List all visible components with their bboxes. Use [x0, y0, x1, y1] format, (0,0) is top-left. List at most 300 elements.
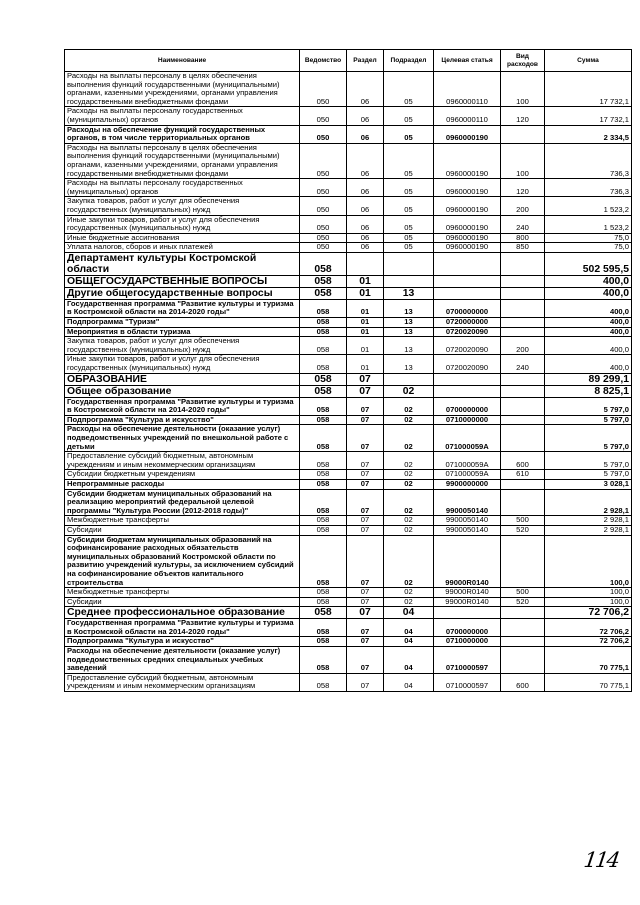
- row-razdel: 01: [347, 337, 384, 355]
- row-razdel: 07: [347, 479, 384, 489]
- row-podrazdel: 02: [384, 489, 434, 516]
- row-sum: 72 706,2: [545, 637, 632, 647]
- row-name: Мероприятия в области туризма: [65, 327, 300, 337]
- row-vid: [501, 252, 545, 275]
- table-row: [65, 327, 632, 337]
- row-razdel: 07: [347, 535, 384, 588]
- row-podrazdel: 05: [384, 143, 434, 178]
- row-name: Предоставление субсидий бюджетным, автономным учреждениям и иным некоммерческим организациям: [65, 452, 300, 470]
- row-vedomstvo: 058: [300, 607, 347, 619]
- row-razdel: 07: [347, 489, 384, 516]
- row-sum: 75,0: [545, 243, 632, 253]
- row-sum: 2 928,1: [545, 489, 632, 516]
- table-row: [65, 597, 632, 607]
- row-podrazdel: 13: [384, 299, 434, 317]
- row-vedomstvo: 058: [300, 337, 347, 355]
- page-number: 114: [582, 848, 620, 872]
- row-podrazdel: 13: [384, 327, 434, 337]
- row-razdel: 06: [347, 179, 384, 197]
- row-name: Департамент культуры Костромской области: [65, 252, 300, 275]
- header-name: Наименование: [65, 50, 300, 72]
- row-vedomstvo: 050: [300, 107, 347, 125]
- row-sum: 736,3: [545, 179, 632, 197]
- row-vid: [501, 318, 545, 328]
- row-razdel: 07: [347, 452, 384, 470]
- row-name: Государственная программа "Развитие культуры и туризма в Костромской области на 2014-2020 годы": [65, 619, 300, 637]
- row-target: 0710000597: [434, 647, 501, 674]
- row-razdel: 06: [347, 72, 384, 107]
- header-sum: Сумма: [545, 50, 632, 72]
- row-podrazdel: 04: [384, 673, 434, 691]
- row-razdel: 07: [347, 637, 384, 647]
- row-name: Субсидии: [65, 597, 300, 607]
- row-target: 071000059А: [434, 425, 501, 452]
- row-name: Среднее профессиональное образование: [65, 607, 300, 619]
- row-vid: 200: [501, 337, 545, 355]
- row-name: Расходы на обеспечение деятельности (оказание услуг) подведомственных учреждений по внешкольной работе с детьми: [65, 425, 300, 452]
- row-razdel: 01: [347, 287, 384, 299]
- row-vedomstvo: 058: [300, 397, 347, 415]
- row-vedomstvo: 058: [300, 597, 347, 607]
- row-podrazdel: 02: [384, 597, 434, 607]
- header-razdel: Раздел: [347, 50, 384, 72]
- row-podrazdel: 05: [384, 215, 434, 233]
- row-razdel: 07: [347, 607, 384, 619]
- row-vedomstvo: 058: [300, 299, 347, 317]
- row-target: 9900000000: [434, 479, 501, 489]
- row-podrazdel: 05: [384, 107, 434, 125]
- table-row: [65, 215, 632, 233]
- row-razdel: 07: [347, 385, 384, 397]
- row-vid: [501, 125, 545, 143]
- row-vid: [501, 607, 545, 619]
- row-name: Государственная программа "Развитие культуры и туризма в Костромской области на 2014-2020 годы": [65, 299, 300, 317]
- row-name: Подпрограмма "Культура и искусство": [65, 415, 300, 425]
- row-target: 0960000110: [434, 107, 501, 125]
- row-vid: 500: [501, 516, 545, 526]
- row-sum: 5 797,0: [545, 470, 632, 480]
- row-target: 0720020090: [434, 327, 501, 337]
- row-razdel: 06: [347, 233, 384, 243]
- row-vedomstvo: 058: [300, 479, 347, 489]
- row-podrazdel: 02: [384, 479, 434, 489]
- row-sum: 70 775,1: [545, 673, 632, 691]
- table-row: [65, 243, 632, 253]
- row-vid: 600: [501, 673, 545, 691]
- row-podrazdel: 05: [384, 233, 434, 243]
- row-target: 9900050140: [434, 525, 501, 535]
- row-vedomstvo: 058: [300, 647, 347, 674]
- row-sum: 100,0: [545, 588, 632, 598]
- row-vedomstvo: 058: [300, 275, 347, 287]
- table-row: [65, 397, 632, 415]
- row-vid: 610: [501, 470, 545, 480]
- row-vedomstvo: 058: [300, 588, 347, 598]
- row-name: Межбюджетные трансферты: [65, 588, 300, 598]
- header-podrazdel: Подраздел: [384, 50, 434, 72]
- table-row: [65, 125, 632, 143]
- row-vedomstvo: 050: [300, 125, 347, 143]
- row-vid: 120: [501, 107, 545, 125]
- row-target: 0960000190: [434, 233, 501, 243]
- row-podrazdel: 02: [384, 470, 434, 480]
- row-name: Расходы на обеспечение функций государственных органов, в том числе территориальных органов: [65, 125, 300, 143]
- row-podrazdel: 13: [384, 355, 434, 373]
- row-vedomstvo: 050: [300, 215, 347, 233]
- row-sum: 400,0: [545, 299, 632, 317]
- row-vid: 500: [501, 588, 545, 598]
- table-row: [65, 647, 632, 674]
- row-razdel: 07: [347, 588, 384, 598]
- row-razdel: 07: [347, 673, 384, 691]
- row-podrazdel: 02: [384, 452, 434, 470]
- row-razdel: 07: [347, 619, 384, 637]
- row-razdel: 07: [347, 397, 384, 415]
- budget-table-page: [64, 49, 631, 692]
- row-vedomstvo: 058: [300, 287, 347, 299]
- row-name: Подпрограмма "Туризм": [65, 318, 300, 328]
- row-vid: 240: [501, 215, 545, 233]
- row-target: 0710000000: [434, 415, 501, 425]
- row-vedomstvo: 050: [300, 233, 347, 243]
- row-target: [434, 385, 501, 397]
- row-podrazdel: 02: [384, 425, 434, 452]
- row-sum: 1 523,2: [545, 197, 632, 215]
- row-razdel: 01: [347, 299, 384, 317]
- table-row: [65, 516, 632, 526]
- row-name: Другие общегосударственные вопросы: [65, 287, 300, 299]
- row-sum: 400,0: [545, 327, 632, 337]
- row-vedomstvo: 058: [300, 516, 347, 526]
- row-target: 0960000190: [434, 243, 501, 253]
- row-vid: [501, 647, 545, 674]
- row-razdel: 06: [347, 197, 384, 215]
- row-podrazdel: 04: [384, 619, 434, 637]
- table-row: [65, 588, 632, 598]
- row-sum: 100,0: [545, 535, 632, 588]
- row-podrazdel: 05: [384, 125, 434, 143]
- row-vedomstvo: 058: [300, 415, 347, 425]
- row-vid: 200: [501, 197, 545, 215]
- table-row: [65, 452, 632, 470]
- row-vedomstvo: 058: [300, 637, 347, 647]
- row-target: 0720020090: [434, 355, 501, 373]
- table-body: [65, 72, 632, 692]
- row-sum: 400,0: [545, 287, 632, 299]
- row-vid: [501, 415, 545, 425]
- row-sum: 502 595,5: [545, 252, 632, 275]
- table-row: [65, 318, 632, 328]
- table-row: [65, 287, 632, 299]
- row-name: Закупка товаров, работ и услуг для обеспечения государственных (муниципальных) нужд: [65, 197, 300, 215]
- row-vedomstvo: 050: [300, 72, 347, 107]
- row-name: Межбюджетные трансферты: [65, 516, 300, 526]
- row-podrazdel: [384, 373, 434, 385]
- row-vedomstvo: 058: [300, 525, 347, 535]
- row-vid: 850: [501, 243, 545, 253]
- row-name: Иные закупки товаров, работ и услуг для обеспечения государственных (муниципальных) нужд: [65, 215, 300, 233]
- row-podrazdel: 02: [384, 397, 434, 415]
- header-target: Целевая статья: [434, 50, 501, 72]
- row-target: 0720020090: [434, 337, 501, 355]
- row-vid: 100: [501, 72, 545, 107]
- row-razdel: 07: [347, 373, 384, 385]
- table-row: [65, 607, 632, 619]
- table-row: [65, 525, 632, 535]
- row-podrazdel: 02: [384, 516, 434, 526]
- row-vid: 520: [501, 525, 545, 535]
- budget-table: [64, 49, 632, 692]
- row-vedomstvo: 058: [300, 355, 347, 373]
- row-podrazdel: 05: [384, 72, 434, 107]
- row-vedomstvo: 058: [300, 673, 347, 691]
- row-podrazdel: 04: [384, 647, 434, 674]
- row-vedomstvo: 058: [300, 535, 347, 588]
- row-podrazdel: 13: [384, 337, 434, 355]
- table-row: [65, 470, 632, 480]
- table-header-row: [65, 50, 632, 72]
- row-vid: 600: [501, 452, 545, 470]
- row-vedomstvo: 058: [300, 327, 347, 337]
- row-vedomstvo: 058: [300, 425, 347, 452]
- row-name: Иные закупки товаров, работ и услуг для обеспечения государственных (муниципальных) нужд: [65, 355, 300, 373]
- row-vid: [501, 425, 545, 452]
- table-row: [65, 373, 632, 385]
- row-sum: 5 797,0: [545, 425, 632, 452]
- row-sum: 400,0: [545, 337, 632, 355]
- row-razdel: [347, 252, 384, 275]
- row-name: ОБЩЕГОСУДАРСТВЕННЫЕ ВОПРОСЫ: [65, 275, 300, 287]
- row-name: Расходы на выплаты персоналу государственных (муниципальных) органов: [65, 179, 300, 197]
- row-target: 0710000000: [434, 637, 501, 647]
- table-row: [65, 385, 632, 397]
- header-vedomstvo: Ведомство: [300, 50, 347, 72]
- row-razdel: 01: [347, 318, 384, 328]
- row-vid: 520: [501, 597, 545, 607]
- row-vid: [501, 385, 545, 397]
- row-vid: [501, 637, 545, 647]
- row-name: Субсидии бюджетным учреждениям: [65, 470, 300, 480]
- row-target: 0960000190: [434, 143, 501, 178]
- row-podrazdel: 13: [384, 287, 434, 299]
- row-target: [434, 287, 501, 299]
- row-razdel: 06: [347, 125, 384, 143]
- row-name: Субсидии бюджетам муниципальных образований на реализацию мероприятий федеральной целевой программы "Культура России (2012-2018 годы)": [65, 489, 300, 516]
- row-sum: 2 334,5: [545, 125, 632, 143]
- table-row: [65, 107, 632, 125]
- row-vid: [501, 287, 545, 299]
- row-podrazdel: 13: [384, 318, 434, 328]
- row-target: 99000R0140: [434, 597, 501, 607]
- row-vedomstvo: 058: [300, 252, 347, 275]
- row-target: 99000R0140: [434, 535, 501, 588]
- row-vedomstvo: 058: [300, 489, 347, 516]
- row-sum: 17 732,1: [545, 72, 632, 107]
- row-razdel: 01: [347, 355, 384, 373]
- table-row: [65, 673, 632, 691]
- row-podrazdel: 02: [384, 385, 434, 397]
- table-row: [65, 415, 632, 425]
- table-row: [65, 299, 632, 317]
- table-row: [65, 535, 632, 588]
- table-row: [65, 489, 632, 516]
- table-row: [65, 143, 632, 178]
- row-sum: 400,0: [545, 318, 632, 328]
- row-vid: 100: [501, 143, 545, 178]
- row-target: [434, 607, 501, 619]
- row-razdel: 07: [347, 470, 384, 480]
- row-razdel: 06: [347, 143, 384, 178]
- row-podrazdel: 04: [384, 637, 434, 647]
- row-target: 0960000190: [434, 179, 501, 197]
- row-vid: [501, 619, 545, 637]
- row-target: 0960000190: [434, 197, 501, 215]
- row-razdel: 07: [347, 597, 384, 607]
- row-vid: [501, 373, 545, 385]
- row-sum: 5 797,0: [545, 415, 632, 425]
- row-name: Субсидии: [65, 525, 300, 535]
- row-vedomstvo: 058: [300, 318, 347, 328]
- row-sum: 75,0: [545, 233, 632, 243]
- row-target: 071000059А: [434, 452, 501, 470]
- row-sum: 5 797,0: [545, 397, 632, 415]
- table-row: [65, 233, 632, 243]
- table-row: [65, 479, 632, 489]
- row-sum: 8 825,1: [545, 385, 632, 397]
- table-row: [65, 337, 632, 355]
- row-name: Закупка товаров, работ и услуг для обеспечения государственных (муниципальных) нужд: [65, 337, 300, 355]
- row-sum: 400,0: [545, 275, 632, 287]
- row-target: 0960000190: [434, 125, 501, 143]
- row-vid: [501, 489, 545, 516]
- row-vid: 800: [501, 233, 545, 243]
- table-row: [65, 637, 632, 647]
- row-name: Подпрограмма "Культура и искусство": [65, 637, 300, 647]
- row-sum: 72 706,2: [545, 619, 632, 637]
- row-podrazdel: 05: [384, 179, 434, 197]
- row-podrazdel: [384, 252, 434, 275]
- row-vid: [501, 275, 545, 287]
- row-razdel: 07: [347, 425, 384, 452]
- row-razdel: 06: [347, 107, 384, 125]
- row-vid: [501, 299, 545, 317]
- row-vedomstvo: 050: [300, 243, 347, 253]
- row-target: 0720000000: [434, 318, 501, 328]
- row-sum: 400,0: [545, 355, 632, 373]
- row-razdel: 07: [347, 516, 384, 526]
- table-row: [65, 355, 632, 373]
- row-sum: 736,3: [545, 143, 632, 178]
- row-vedomstvo: 050: [300, 179, 347, 197]
- row-sum: 5 797,0: [545, 452, 632, 470]
- row-name: Государственная программа "Развитие культуры и туризма в Костромской области на 2014-2020 годы": [65, 397, 300, 415]
- row-name: Иные бюджетные ассигнования: [65, 233, 300, 243]
- row-vid: 240: [501, 355, 545, 373]
- row-podrazdel: 02: [384, 415, 434, 425]
- row-podrazdel: 02: [384, 525, 434, 535]
- row-name: Субсидии бюджетам муниципальных образований на софинансирование расходных обязательств муниципальных образований Костромской области по развитию учреждений культуры, за исключением субсидий на софинансирование объектов капитального строительства: [65, 535, 300, 588]
- row-target: [434, 373, 501, 385]
- row-podrazdel: 02: [384, 535, 434, 588]
- row-vedomstvo: 058: [300, 452, 347, 470]
- row-sum: 70 775,1: [545, 647, 632, 674]
- row-sum: 72 706,2: [545, 607, 632, 619]
- table-row: [65, 619, 632, 637]
- row-razdel: 07: [347, 647, 384, 674]
- row-sum: 100,0: [545, 597, 632, 607]
- row-podrazdel: 02: [384, 588, 434, 598]
- row-podrazdel: 05: [384, 243, 434, 253]
- row-sum: 3 028,1: [545, 479, 632, 489]
- row-vedomstvo: 058: [300, 373, 347, 385]
- row-sum: 17 732,1: [545, 107, 632, 125]
- row-vedomstvo: 058: [300, 385, 347, 397]
- row-sum: 2 928,1: [545, 516, 632, 526]
- row-target: 0700000000: [434, 299, 501, 317]
- table-row: [65, 72, 632, 107]
- row-name: Расходы на выплаты персоналу в целях обеспечения выполнения функций государственными (муниципальными) органами, казенными учреждениями, органами управления государственными внебюджетными фондами: [65, 143, 300, 178]
- row-sum: 89 299,1: [545, 373, 632, 385]
- row-target: 0710000597: [434, 673, 501, 691]
- row-razdel: 07: [347, 415, 384, 425]
- row-name: Расходы на выплаты персоналу в целях обеспечения выполнения функций государственными (муниципальными) органами, казенными учреждениями, органами управления государственными внебюджетными фондами: [65, 72, 300, 107]
- table-row: [65, 252, 632, 275]
- table-row: [65, 275, 632, 287]
- row-vedomstvo: 050: [300, 143, 347, 178]
- row-target: 9900050140: [434, 489, 501, 516]
- row-name: Уплата налогов, сборов и иных платежей: [65, 243, 300, 253]
- row-razdel: 06: [347, 215, 384, 233]
- row-name: Непрограммные расходы: [65, 479, 300, 489]
- row-name: ОБРАЗОВАНИЕ: [65, 373, 300, 385]
- row-vid: [501, 479, 545, 489]
- row-target: 0960000110: [434, 72, 501, 107]
- row-podrazdel: [384, 275, 434, 287]
- row-sum: 2 928,1: [545, 525, 632, 535]
- row-vedomstvo: 058: [300, 619, 347, 637]
- row-razdel: 07: [347, 525, 384, 535]
- row-vid: [501, 397, 545, 415]
- row-name: Общее образование: [65, 385, 300, 397]
- row-vedomstvo: 050: [300, 197, 347, 215]
- row-target: 9900050140: [434, 516, 501, 526]
- row-razdel: 01: [347, 275, 384, 287]
- row-vid: [501, 535, 545, 588]
- row-razdel: 01: [347, 327, 384, 337]
- row-vid: 120: [501, 179, 545, 197]
- row-razdel: 06: [347, 243, 384, 253]
- row-target: [434, 252, 501, 275]
- row-target: [434, 275, 501, 287]
- row-sum: 1 523,2: [545, 215, 632, 233]
- table-row: [65, 425, 632, 452]
- row-target: 99000R0140: [434, 588, 501, 598]
- row-target: 0960000190: [434, 215, 501, 233]
- row-vid: [501, 327, 545, 337]
- row-target: 071000059А: [434, 470, 501, 480]
- header-vid: Вид расходов: [501, 50, 545, 72]
- table-row: [65, 179, 632, 197]
- row-vedomstvo: 058: [300, 470, 347, 480]
- row-name: Расходы на обеспечение деятельности (оказание услуг) подведомственных средних специальных учебных заведений: [65, 647, 300, 674]
- row-target: 0700000000: [434, 397, 501, 415]
- row-podrazdel: 05: [384, 197, 434, 215]
- row-name: Расходы на выплаты персоналу государственных (муниципальных) органов: [65, 107, 300, 125]
- row-podrazdel: 04: [384, 607, 434, 619]
- row-name: Предоставление субсидий бюджетным, автономным учреждениям и иным некоммерческим организациям: [65, 673, 300, 691]
- row-target: 0700000000: [434, 619, 501, 637]
- table-row: [65, 197, 632, 215]
